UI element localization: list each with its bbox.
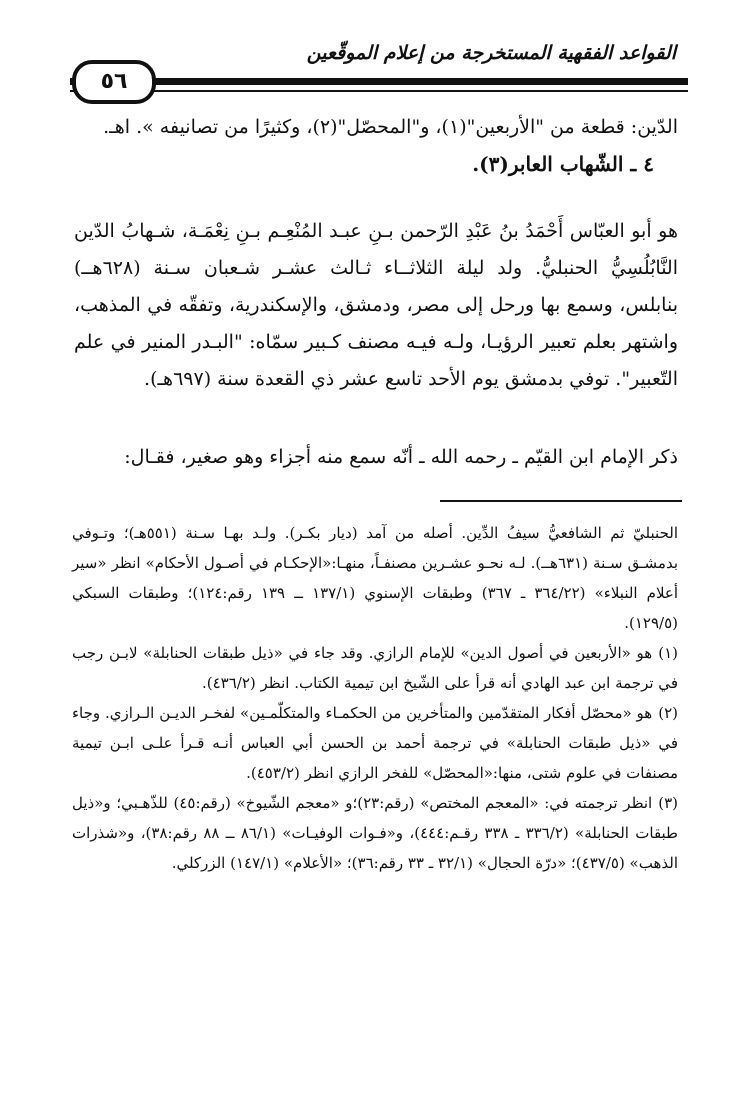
footnote-text: هو «الأربعين في أصول الدين» للإمام الرازي. وقد جاء في «ذيل طبقات الحنابلة» لابـن رجب في ترجمة ابن عبد الهادي أنه قرأ على الشّيخ ابن تيمية الكتاب. انظر (٤٣٦/٢).: [72, 644, 678, 692]
continuation-paragraph: الدّين: قطعة من "الأربعين"(١)، و"المحصّل"(٢)، وكثيرًا من تصانيفه ». اهـ.: [103, 116, 678, 138]
page-number: ٥٦: [72, 60, 156, 104]
footnote-3: [72, 788, 678, 878]
header-rule: [70, 78, 688, 85]
footnote-marker: (٣): [658, 794, 678, 812]
footnote-text: انظر ترجمته في: «المعجم المختص» (رقم:٢٣)؛و «معجم الشّيوخ» (رقم:٤٥) للذّهـبي؛ و«ذيل طبقات الحنابلة» (٣٣٦/٢ ـ ٣٣٨ رقـم:٤٤٤)، و«فـوات الوفيـات» (٨٦/١ ــ ٨٨ رقم:٣٨)، و«شذرات الذهب» (٤٣٧/٥)؛ «درّة الحجال» (٣٢/١ ـ ٣٣ رقم:٣٦)؛ «الأعلام» (١٤٧/١) الزركلي.: [72, 794, 678, 872]
footnotes-section: [72, 518, 678, 878]
footnote-2: [72, 698, 678, 788]
quote-intro-paragraph: ذكر الإمام ابن القيّم ـ رحمه الله ـ أنّه سمع منه أجزاء وهو صغير، فقـال:: [124, 446, 678, 468]
footnote-separator: [440, 500, 682, 502]
footnote-1: [72, 638, 678, 698]
footnote-marker: (٢): [658, 704, 678, 722]
running-title: القواعد الفقهية المستخرجة من إعلام الموقّعين: [306, 42, 676, 64]
entry-heading: ٤ ـ الشّهاب العابر(٣).: [472, 152, 654, 176]
header-rule-thin: [70, 90, 688, 92]
footnote-marker: (١): [658, 644, 678, 662]
footnote-continuation: الحنبليّ ثم الشافعيُّ سيفُ الدِّين. أصله من آمد (ديار بكـر). ولـد بهـا سـنة (٥٥١هـ)؛ وتـوفي بدمشـق سـنة (٦٣١هــ). لـه نحـو عشـرين مصنفـاً، منهـا:«الإحكـام في أصـول الأحكام» انظر «سير أعلام النبلاء» (٣٦٤/٢٢ ـ ٣٦٧) وطبقات الإسنوي (١٣٧/١ ــ ١٣٩ رقم:١٢٤)؛ وطبقات السبكي (١٢٩/٥).: [72, 524, 679, 632]
footnote-text: هو «محصّل أفكار المتقدّمين والمتأخرين من الحكمـاء والمتكلّمـين» لفخـر الديـن الـرازي. وجاء في «ذيل طبقات الحنابلة» في ترجمة أحمد بن الحسن أبي العباس أنـه قـرأ علـى ابـن تيمية مصنفات في علوم شتى، منها:«المحصّل» للفخر الرازي انظر (٤٥٣/٢).: [72, 704, 678, 782]
biography-paragraph: هو أبو العبّاس أَحْمَدُ بنُ عَبْدِ الرّحمن بـنِ عبـد المُنْعِـم بـنِ نِعْمَـة، شـهابُ الدّين النَّابُلُسِيُّ الحنبليُّ. ولد ليلة الثلاثــاء ثـالث عشـر شـعبان سـنة (٦٢٨هــ) بنابلس، وسمع بها ورحل إلى مصر، ودمشق، والإسكندرية، وتفقّه في المذهب، واشتهر بعلم تعبير الرؤيـا، ولـه فيـه مصنف كـبير سمّاه: "البـدر المنير في علم التّعبير". توفي بدمشق يوم الأحد تاسع عشر ذي القعدة سنة (٦٩٧هـ).: [74, 220, 678, 390]
